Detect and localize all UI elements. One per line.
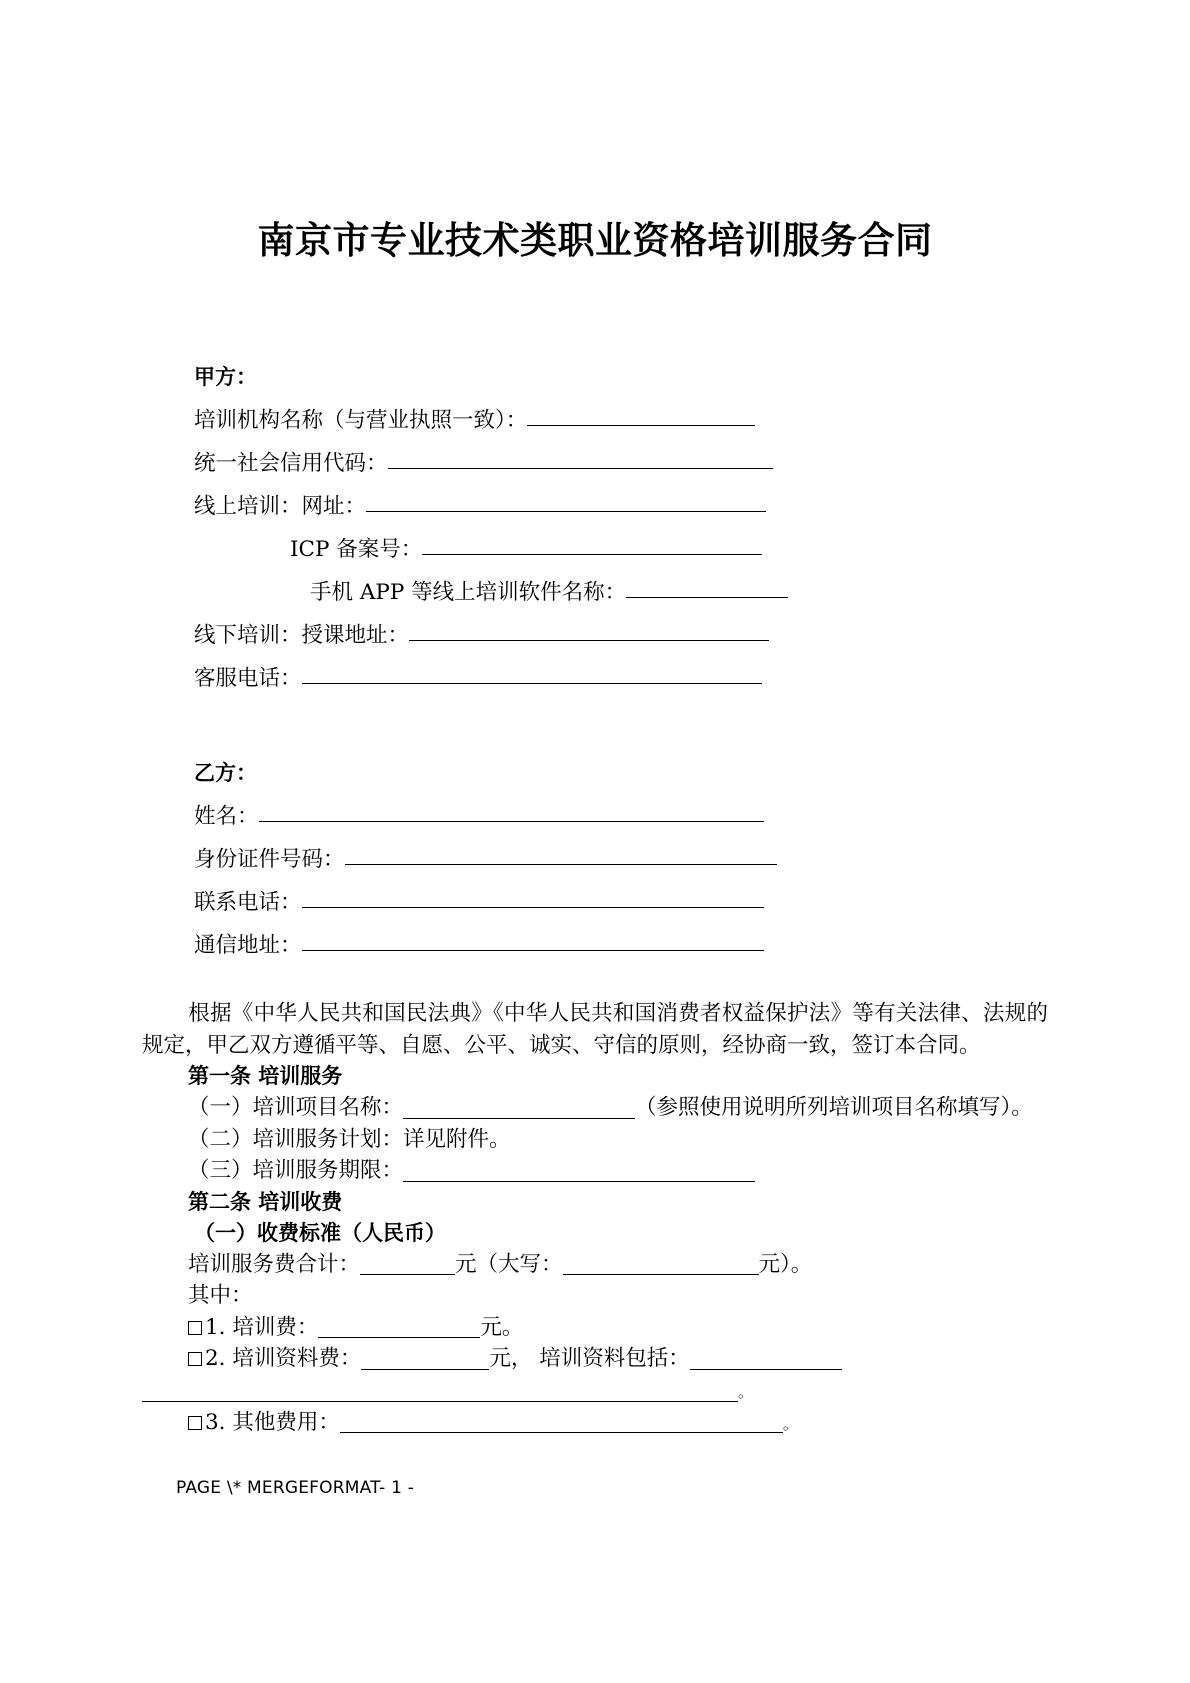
party-a-heading-row — [142, 345, 1048, 388]
fill-in-blank[interactable] — [345, 864, 777, 865]
field-contact-phone — [142, 870, 1048, 913]
fill-in-blank[interactable] — [302, 907, 764, 908]
clause-1-item-3 — [142, 1155, 1048, 1187]
fee-item-label: 1. 培训费： — [205, 1314, 319, 1340]
field-label: 线上培训：网址： — [194, 493, 367, 519]
fee-item-mid: 元， 培训资料包括： — [489, 1346, 690, 1372]
field-training-org-name — [142, 388, 1048, 431]
item-text: 其中： — [188, 1283, 253, 1309]
fill-in-blank[interactable] — [259, 821, 764, 822]
fee-item-tail: 。 — [782, 1414, 798, 1433]
checkbox-other-fee[interactable] — [188, 1416, 202, 1430]
section-spacer — [142, 956, 1048, 998]
fill-in-blank-materials[interactable] — [690, 1369, 842, 1370]
page-title: 南京市专业技术类职业资格培训服务合同 — [257, 219, 933, 262]
fill-in-blank[interactable] — [527, 425, 755, 426]
clause-2-among-label — [142, 1280, 1048, 1312]
field-customer-service-phone — [142, 646, 1048, 689]
document-body — [142, 345, 1048, 1438]
fee-item-unit: 元。 — [480, 1314, 524, 1340]
clause-2-fee-total-line — [142, 1249, 1048, 1281]
party-b-section — [142, 741, 1048, 956]
field-label: 客服电话： — [194, 665, 302, 691]
field-mailing-address — [142, 913, 1048, 956]
fill-in-blank[interactable] — [366, 511, 766, 512]
field-label: 通信地址： — [194, 932, 302, 958]
clause-2-fee-item-3 — [142, 1407, 1048, 1439]
field-label: 培训机构名称（与营业执照一致）： — [194, 407, 528, 433]
field-label: ICP 备案号： — [290, 536, 423, 562]
field-label: 手机 APP 等线上培训软件名称： — [310, 579, 627, 605]
fill-in-blank-amount[interactable] — [360, 1274, 455, 1275]
field-label: 姓名： — [194, 803, 259, 829]
checkbox-material-fee[interactable] — [188, 1352, 202, 1366]
party-a-heading: 甲方： — [194, 365, 257, 389]
fill-in-blank[interactable] — [302, 683, 762, 684]
fee-item-tail: 。 — [738, 1382, 754, 1401]
field-label: 身份证件号码： — [194, 846, 345, 872]
fee-total-label: 培训服务费合计： — [188, 1251, 361, 1277]
clause-2-item-fee-standard: （一）收费标准（人民币） — [194, 1220, 446, 1245]
field-unified-credit-code — [142, 431, 1048, 474]
fill-in-blank-other[interactable] — [340, 1432, 783, 1433]
fill-in-blank[interactable] — [302, 950, 764, 951]
fee-item-label: 2. 培训资料费： — [205, 1346, 362, 1372]
page-footer-field-code: PAGE \* MERGEFORMAT- 1 - — [176, 1478, 415, 1498]
clause-2-fee-item-2 — [142, 1343, 1048, 1375]
clause-2-fee-item-2-continued — [142, 1375, 1048, 1407]
fill-in-blank[interactable] — [403, 1181, 755, 1182]
clause-2-fee-item-1 — [142, 1312, 1048, 1344]
field-online-training-url — [142, 474, 1048, 517]
party-b-heading: 乙方： — [194, 761, 257, 785]
section-spacer — [142, 689, 1048, 741]
party-a-section — [142, 345, 1048, 689]
preamble-text: 根据《中华人民共和国民法典》《中华人民共和国消费者权益保护法》等有关法律、法规的规定，甲乙双方遵循平等、自愿、公平、诚实、守信的原则，经协商一致，签订本合同。 — [142, 1001, 1048, 1058]
item-text: （二）培训服务计划：详见附件。 — [188, 1126, 511, 1152]
fill-in-blank-amount-words[interactable] — [563, 1274, 759, 1275]
preamble-paragraph — [142, 998, 1048, 1061]
fill-in-blank[interactable] — [388, 468, 773, 469]
fee-total-tail: 元）。 — [758, 1251, 813, 1277]
field-label: 统一社会信用代码： — [194, 450, 388, 476]
field-label: 线下培训：授课地址： — [194, 622, 410, 648]
clause-1-item-2 — [142, 1124, 1048, 1156]
item-text-before: （三）培训服务期限： — [188, 1158, 404, 1184]
field-name — [142, 784, 1048, 827]
clause-2-title: 第二条 培训收费 — [188, 1189, 343, 1214]
fee-total-mid: 元（大写： — [455, 1251, 563, 1277]
field-icp-license-number — [142, 517, 1048, 560]
field-id-number — [142, 827, 1048, 870]
fill-in-blank-amount[interactable] — [318, 1337, 480, 1338]
clause-1-item-1 — [142, 1092, 1048, 1124]
fill-in-blank-materials-continued[interactable] — [142, 1401, 738, 1402]
field-mobile-app-name — [142, 560, 1048, 603]
fee-item-label: 3. 其他费用： — [205, 1409, 340, 1435]
fill-in-blank[interactable] — [409, 640, 769, 641]
item-text-after: （参照使用说明所列培训项目名称填写）。 — [635, 1095, 1033, 1121]
fill-in-blank[interactable] — [626, 597, 788, 598]
field-label: 联系电话： — [194, 889, 302, 915]
checkbox-training-fee[interactable] — [188, 1321, 202, 1335]
clause-1-title: 第一条 培训服务 — [188, 1064, 343, 1089]
party-b-heading-row — [142, 741, 1048, 784]
fill-in-blank[interactable] — [403, 1118, 635, 1119]
field-offline-training-address — [142, 603, 1048, 646]
item-text-before: （一）培训项目名称： — [188, 1095, 404, 1121]
fill-in-blank[interactable] — [422, 554, 762, 555]
fill-in-blank-amount[interactable] — [361, 1369, 489, 1370]
